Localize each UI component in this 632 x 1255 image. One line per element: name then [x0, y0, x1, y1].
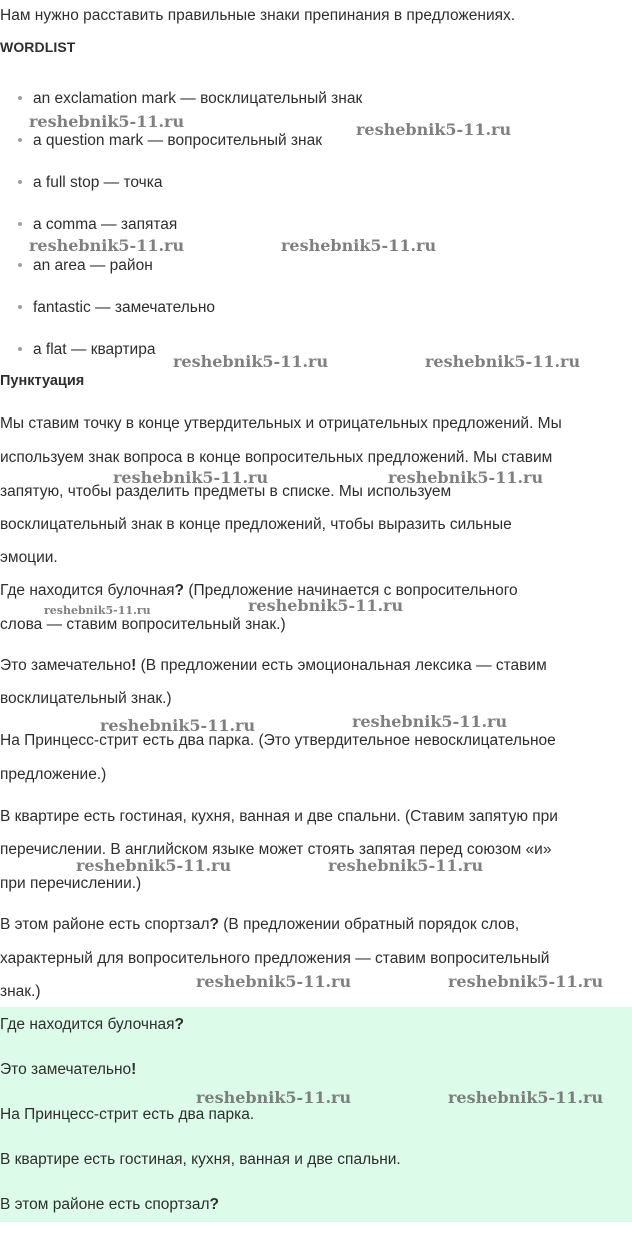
question-mark: ? [174, 582, 185, 599]
answer-line: В этом районе есть спортзал? [0, 1196, 219, 1213]
intro-text: Нам нужно расставить правильные знаки препинания в предложениях. [0, 7, 516, 24]
exclamation-mark: ! [131, 657, 137, 674]
explanation-line: Это замечательно! (В предложении есть эмоциональная лексика — ставим [0, 657, 547, 674]
explanation-line: В квартире есть гостиная, кухня, ванная и две спальни. (Ставим запятую при [0, 808, 558, 825]
explanation-line: В этом районе есть спортзал? (В предложении обратный порядок слов, [0, 916, 520, 933]
punctuation-text-line: восклицательный знак в конце предложений, чтобы выразить сильные [0, 516, 512, 533]
wordlist-item: a flat — квартира [18, 341, 155, 359]
watermark: reshebnik5-11.ru [44, 604, 151, 617]
explanation-line: На Принцесс-стрит есть два парка. (Это утвердительное невосклицательное [0, 732, 556, 749]
answer-line: На Принцесс-стрит есть два парка. [0, 1106, 255, 1123]
watermark: reshebnik5-11.ru [328, 856, 484, 875]
bullet-icon [18, 138, 22, 142]
bullet-icon [18, 96, 22, 100]
question-mark: ? [209, 916, 219, 933]
watermark: reshebnik5-11.ru [196, 972, 352, 991]
watermark: reshebnik5-11.ru [248, 596, 404, 615]
explanation-line: знак.) [0, 983, 41, 1000]
answer-line: Где находится булочная? [0, 1016, 185, 1033]
watermark: reshebnik5-11.ru [356, 120, 512, 139]
watermark: reshebnik5-11.ru [425, 352, 581, 371]
explanation-line: перечислении. В английском языке может стоять запятая перед союзом «и» [0, 841, 552, 858]
answer-line: В квартире есть гостиная, кухня, ванная и две спальни. [0, 1151, 401, 1168]
watermark: reshebnik5-11.ru [196, 1088, 352, 1107]
watermark: reshebnik5-11.ru [100, 716, 256, 735]
watermark: reshebnik5-11.ru [113, 468, 269, 487]
watermark: reshebnik5-11.ru [173, 352, 329, 371]
watermark: reshebnik5-11.ru [448, 1088, 604, 1107]
question-mark: ? [174, 1016, 185, 1033]
punctuation-text-line: используем знак вопроса в конце вопросительных предложений. Мы ставим [0, 449, 553, 466]
punctuation-text-line: Мы ставим точку в конце утвердительных и отрицательных предложений. Мы [0, 415, 562, 432]
watermark: reshebnik5-11.ru [29, 236, 185, 255]
watermark: reshebnik5-11.ru [388, 468, 544, 487]
watermark: reshebnik5-11.ru [448, 972, 604, 991]
explanation-line: характерный для вопросительного предложения — ставим вопросительный [0, 950, 550, 967]
bullet-icon [18, 263, 22, 267]
bullet-icon [18, 347, 22, 351]
punctuation-text-line: эмоции. [0, 549, 58, 566]
bullet-icon [18, 180, 22, 184]
answer-line: Это замечательно! [0, 1061, 137, 1078]
wordlist-item: an exclamation mark — восклицательный знак [18, 90, 362, 108]
wordlist-item: an area — район [18, 257, 153, 275]
explanation-line: предложение.) [0, 766, 107, 783]
wordlist-item: a question mark — вопросительный знак [18, 132, 322, 150]
wordlist-item: a comma — запятая [18, 216, 177, 234]
explanation-line: слова — ставим вопросительный знак.) [0, 616, 286, 633]
explanation-line: при перечислении.) [0, 875, 142, 892]
watermark: reshebnik5-11.ru [281, 236, 437, 255]
watermark: reshebnik5-11.ru [29, 112, 185, 131]
wordlist-item: fantastic — замечательно [18, 299, 215, 317]
wordlist-item: a full stop — точка [18, 174, 162, 192]
bullet-icon [18, 222, 22, 226]
bullet-icon [18, 305, 22, 309]
question-mark: ? [209, 1196, 219, 1213]
wordlist-heading: WORDLIST [0, 39, 76, 55]
explanation-line: восклицательный знак.) [0, 690, 172, 707]
watermark: reshebnik5-11.ru [76, 856, 232, 875]
exclamation-mark: ! [131, 1061, 137, 1078]
explanation-line: Где находится булочная? (Предложение начинается с вопросительного [0, 582, 518, 599]
punctuation-text-line: запятую, чтобы разделить предметы в списке. Мы используем [0, 483, 452, 500]
watermark: reshebnik5-11.ru [352, 712, 508, 731]
punctuation-heading: Пунктуация [0, 373, 85, 389]
